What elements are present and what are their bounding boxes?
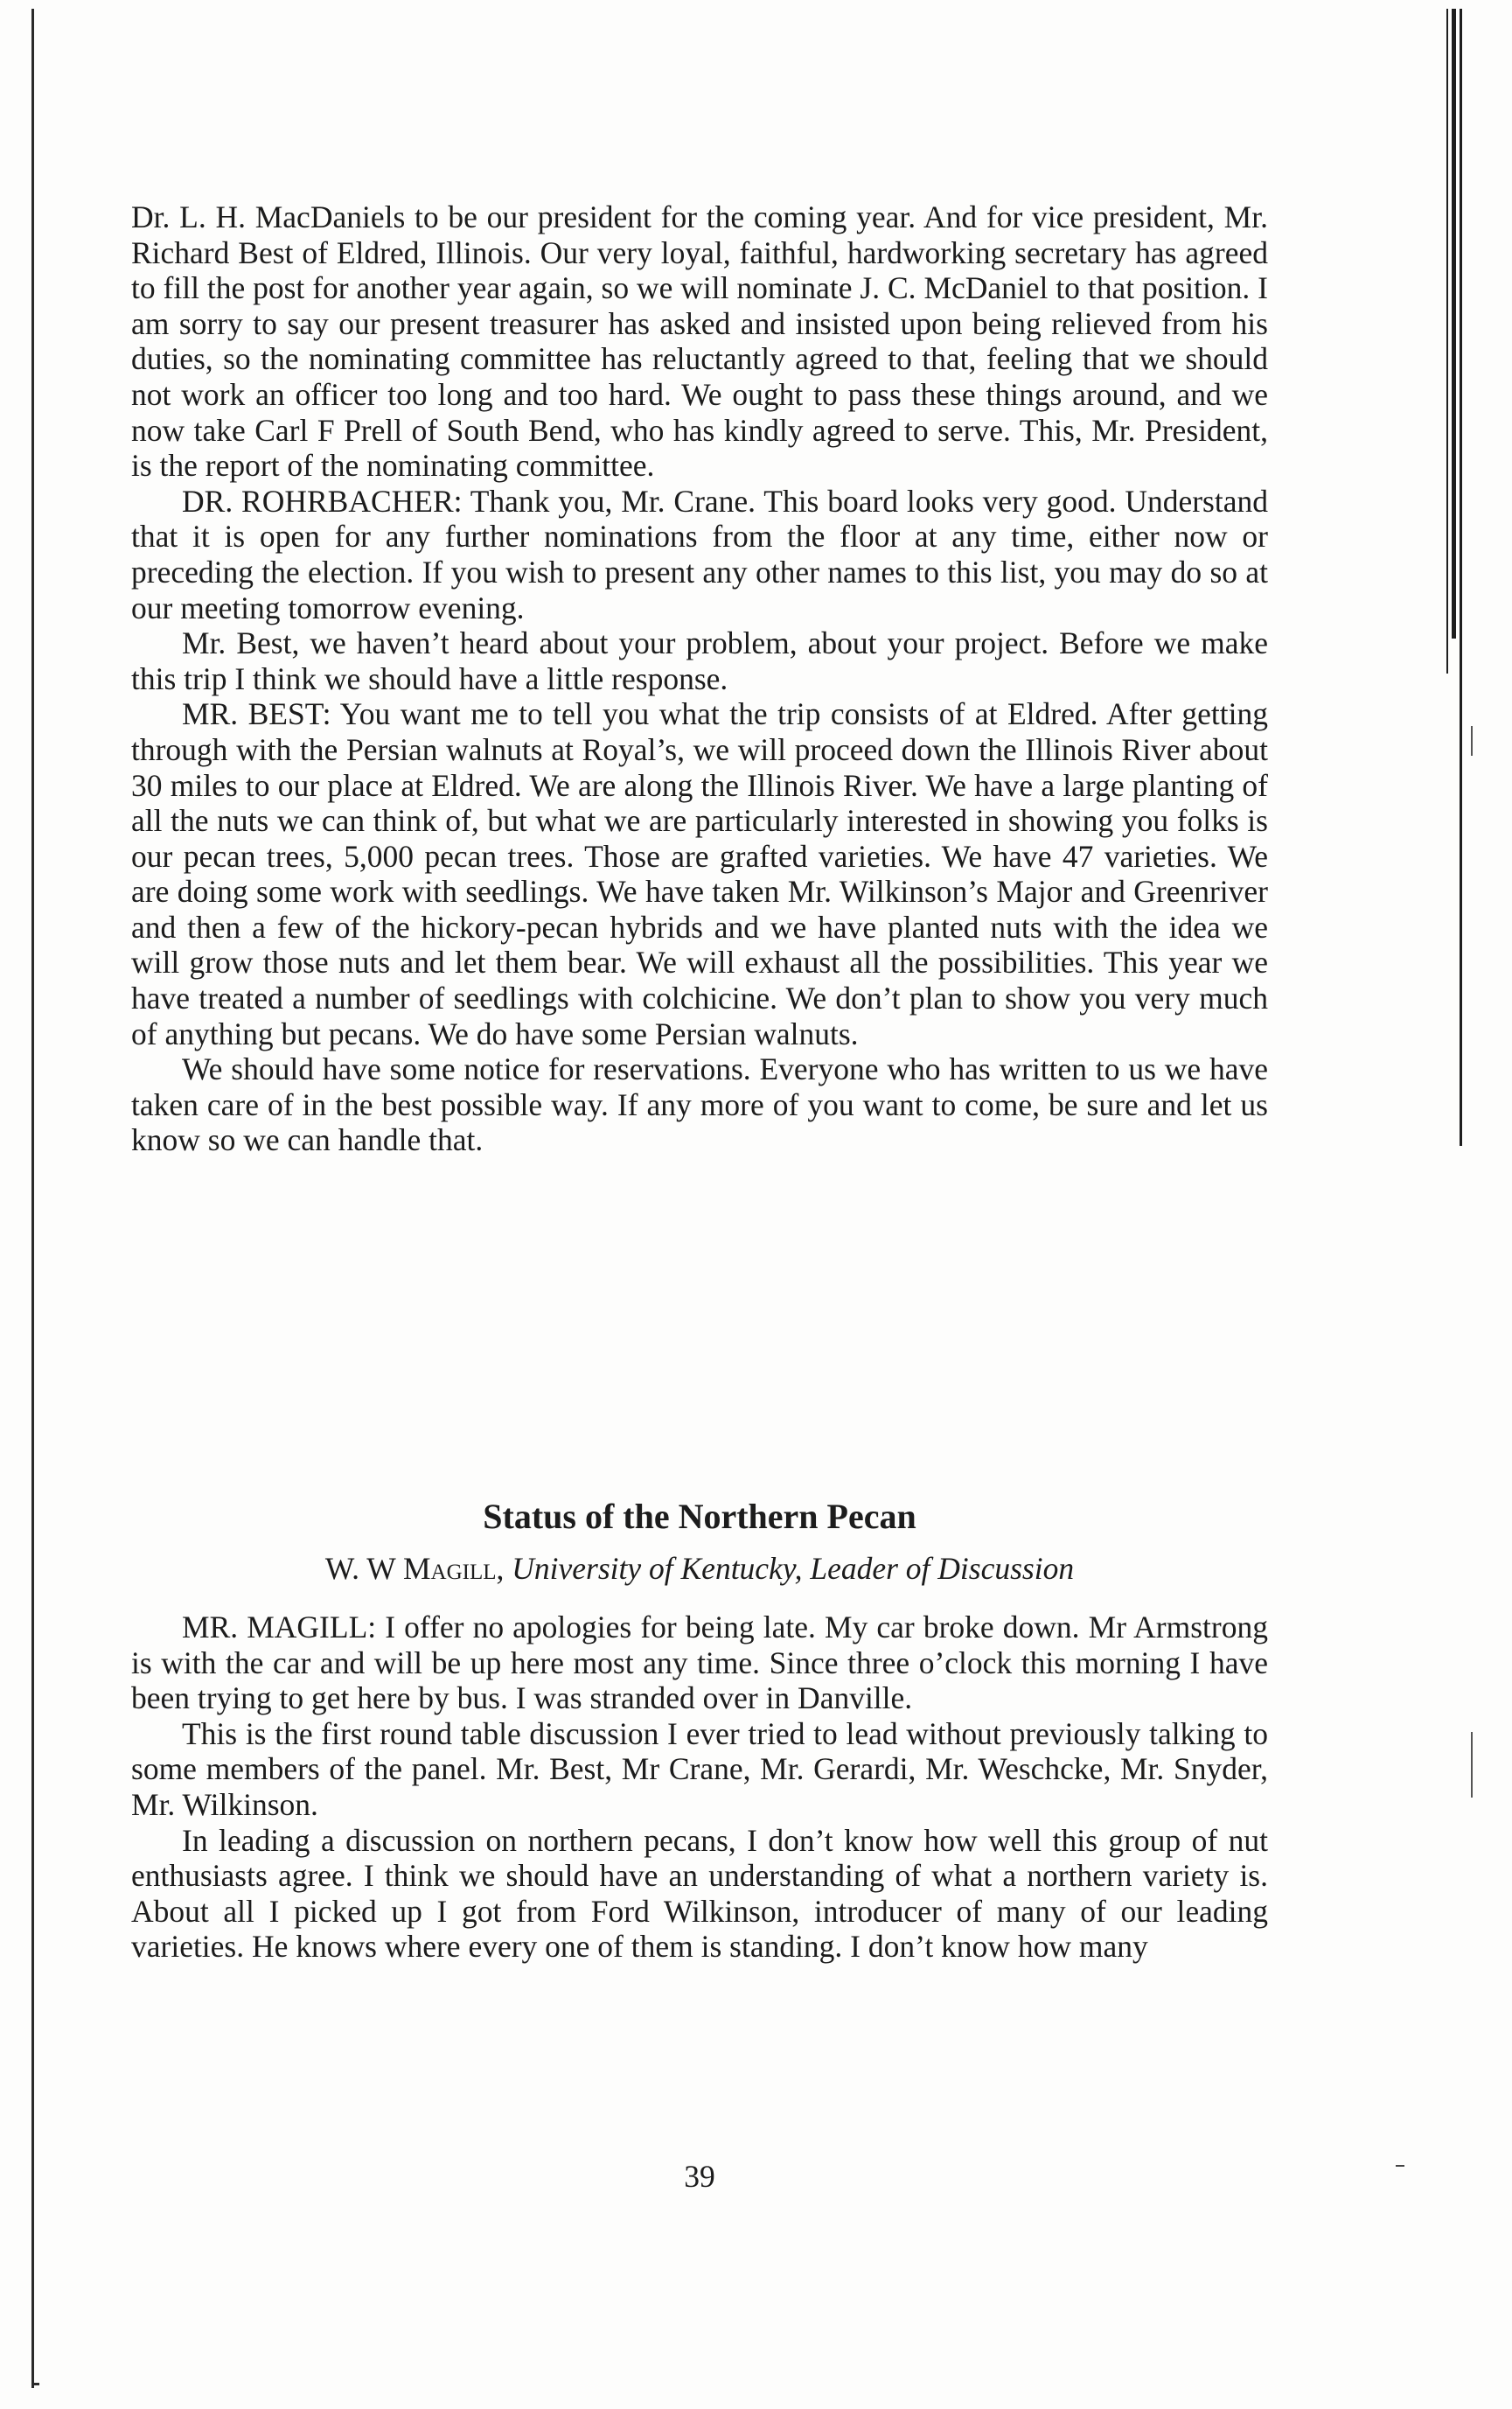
byline-affiliation: University of Kentucky, Leader of Discussion — [512, 1551, 1075, 1586]
page-number: 39 — [684, 2159, 715, 2194]
byline-separator: , — [496, 1551, 512, 1586]
scan-mark — [1471, 1780, 1473, 1798]
scan-mark — [1471, 726, 1473, 756]
scan-mark — [1396, 2165, 1404, 2167]
paragraph: MR. BEST: You want me to tell you what the trip consists of at Eldred. After getting through with the Persian walnuts at Royal’s, we will proceed down the Illinois River about 30 miles to our place at Eldred. We are along the Illinois River. We have a large planting of all the nuts we can think of, but what we are particularly interested in showing you folks is our pecan trees, 5,000 pecan trees. Those are grafted varieties. We have 47 varieties. We are doing some work with seedlings. We have taken Mr. Wilkinson’s Major and Greenriver and then a few of the hickory-pecan hybrids and we have planted nuts with the idea we will grow those nuts and let them bear. We will exhaust all the possibilities. This year we have treated a number of seedlings with colchicine. We don’t plan to show you very much of anything but pecans. We do have some Persian walnuts. — [131, 696, 1268, 1051]
paragraph: In leading a discussion on northern pecans, I don’t know how well this group of nut enthusiasts agree. I think we should have an understanding of what a northern variety is. About all I picked up I got from Ford Wilkinson, introducer of many of our leading varieties. He knows where every one of them is standing. I don’t know how many — [131, 1822, 1268, 1965]
scan-edge-right — [1452, 9, 1456, 639]
scan-edge-left — [31, 9, 34, 2388]
scan-edge-right — [1460, 9, 1462, 1146]
paragraph: Mr. Best, we haven’t heard about your problem, about your project. Before we make this trip I think we should have a little response. — [131, 625, 1268, 696]
scan-mark — [1471, 1732, 1473, 1784]
scan-edge-right — [1446, 9, 1448, 674]
scan-edge-foot — [31, 2383, 39, 2385]
section-byline — [131, 1550, 1268, 1587]
byline-initials: W. W — [324, 1551, 403, 1586]
body-text-section — [131, 1609, 1268, 1965]
paragraph: Dr. L. H. MacDaniels to be our president for the coming year. And for vice president, Mr. Richard Best of Eldred, Illinois. Our very loyal, faithful, hardworking secretary has agreed to fill the post for another year again, so we will nominate J. C. McDaniel to that position. I am sorry to say our present treasurer has asked and insisted upon being relieved from his duties, so the nominating committee has reluctantly agreed to that, feeling that we should not work an officer too long and too hard. We ought to pass these things around, and we now take Carl F Prell of South Bend, who has kindly agreed to serve. This, Mr. President, is the report of the nominating committee. — [131, 199, 1268, 484]
section-title: Status of the Northern Pecan — [483, 1497, 916, 1536]
paragraph: DR. ROHRBACHER: Thank you, Mr. Crane. This board looks very good. Understand that it is open for any further nominations from the floor at any time, either now or preceding the election. If you wish to present any other names to this list, you may do so at our meeting tomorrow evening. — [131, 483, 1268, 625]
byline-surname: Magill — [402, 1551, 497, 1586]
paragraph: MR. MAGILL: I offer no apologies for being late. My car broke down. Mr Armstrong is with the car and will be up here most any time. Since three o’clock this morning I have been trying to get here by bus. I was stranded over in Danville. — [131, 1609, 1268, 1716]
paragraph: This is the first round table discussion I ever tried to lead without previously talking to some members of the panel. Mr. Best, Mr Crane, Mr. Gerardi, Mr. Weschcke, Mr. Snyder, Mr. Wilkinson. — [131, 1715, 1268, 1822]
body-text-top — [131, 199, 1268, 1158]
paragraph: We should have some notice for reservations. Everyone who has written to us we have taken care of in the best possible way. If any more of you want to come, be sure and let us know so we can handle that. — [131, 1051, 1268, 1158]
